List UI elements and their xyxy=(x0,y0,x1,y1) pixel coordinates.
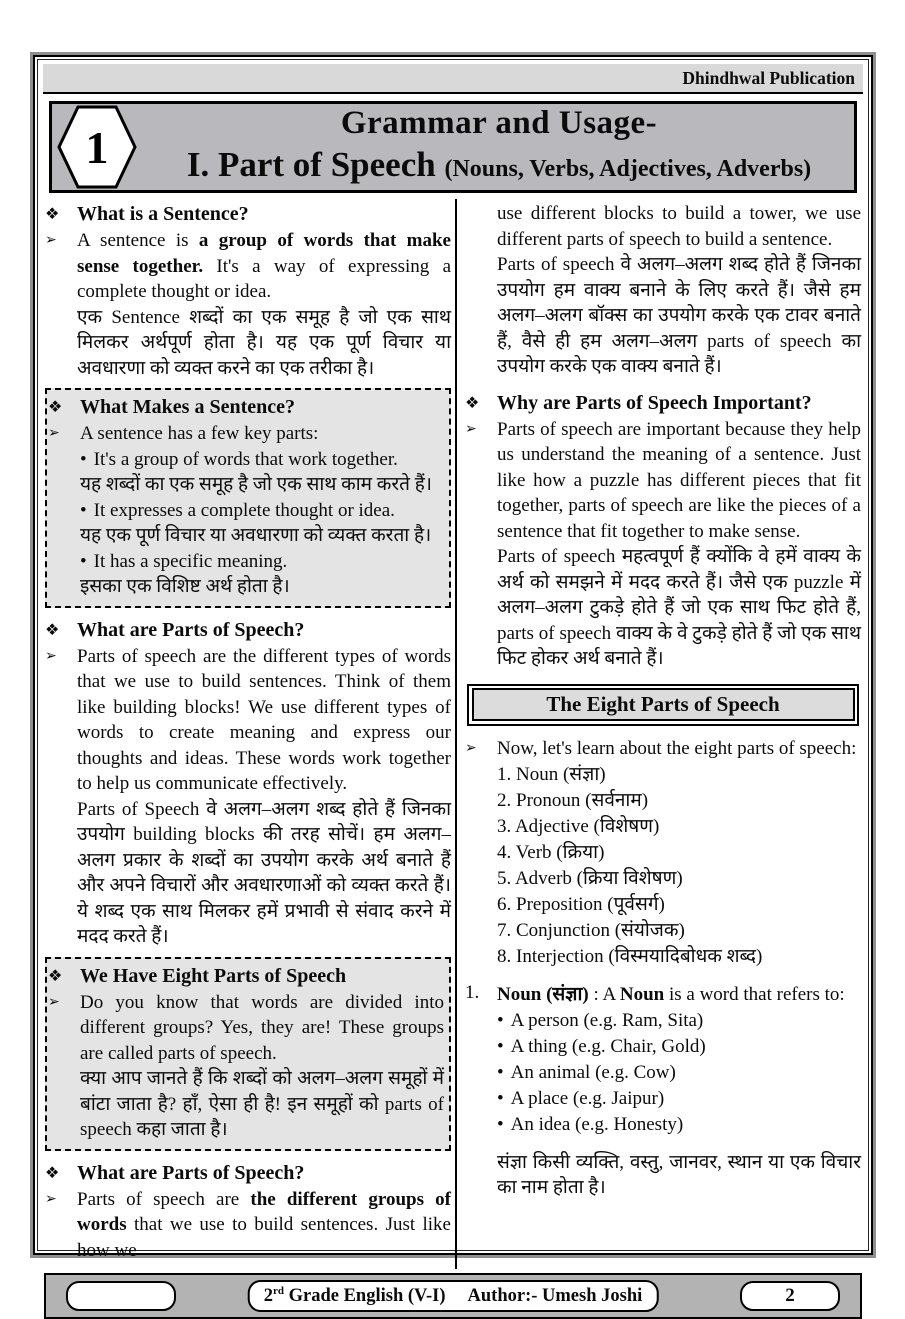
diamond-bullet-icon: ❖ xyxy=(45,619,60,639)
bullet-text xyxy=(497,1034,861,1060)
inner-frame xyxy=(37,59,869,1306)
paragraph-text xyxy=(77,228,451,305)
chapter-title-line1: Grammar and Usage- xyxy=(340,105,658,141)
section-heading: What Makes a Sentence? xyxy=(80,396,295,418)
text-run: that we use to build sentences. Just like how we xyxy=(77,1214,451,1261)
section-what-are-parts-of-speech-2 xyxy=(45,1160,451,1264)
dot-bullet-icon: • xyxy=(497,1035,504,1057)
section-heading: What are Parts of Speech? xyxy=(77,618,305,641)
list-intro xyxy=(465,736,861,762)
footer-page-number: 2 xyxy=(740,1281,840,1311)
bullet-item xyxy=(465,1008,861,1034)
gutter-spacer xyxy=(465,1086,497,1090)
list-item-text: 1. Noun (संज्ञा) xyxy=(497,763,606,785)
gutter-spacer xyxy=(465,201,497,205)
text-run-bold: Noun xyxy=(619,983,665,1005)
gutter-spacer xyxy=(48,523,80,527)
paragraph-text: क्या आप जानते हैं कि शब्दों को अलग–अलग समूहों में बांटा जाता है? हाँ, ऐसा ही है! इन समूहों को parts of speech कहा जाता है। xyxy=(80,1068,444,1140)
text-run: An idea (e.g. Honesty) xyxy=(510,1113,684,1135)
left-column xyxy=(43,199,457,1269)
bullet-text xyxy=(80,447,444,473)
author-label: Author:- Umesh Joshi xyxy=(467,1285,643,1306)
bullet-text xyxy=(497,1008,861,1034)
dot-bullet-icon: • xyxy=(497,1009,504,1031)
gutter-spacer xyxy=(465,762,497,766)
paragraph-text: संज्ञा किसी व्यक्ति, वस्तु, जानवर, स्थान या एक विचार का नाम होता है। xyxy=(497,1151,861,1198)
list-item-text: 5. Adverb (क्रिया विशेषण) xyxy=(497,867,683,889)
list-item-text: 2. Pronoun (सर्वनाम) xyxy=(497,789,649,811)
noun-lead-row xyxy=(465,982,861,1008)
dashed-box-what-makes-a-sentence xyxy=(45,388,451,608)
text-run: : A xyxy=(588,983,620,1005)
text-run: is a word that refers to: xyxy=(664,983,845,1005)
bullet-item-english xyxy=(48,549,444,575)
paragraph-text: Parts of speech महत्वपूर्ण हैं क्योंकि वे हमें वाक्य के अर्थ को समझने में मदद करते हैं। जैसे एक puzzle में अलग–अलग टुकड़े होते हैं जो एक साथ फिट होते हैं, parts of speech वाक्य के वे टुकड़े होते हैं जो एक साथ फिट होकर अर्थ बनाते हैं। xyxy=(497,546,861,669)
dot-bullet-icon: • xyxy=(80,550,87,572)
text-run: A place (e.g. Jaipur) xyxy=(510,1087,665,1109)
grade-rest: Grade English (V-I) xyxy=(283,1285,446,1306)
two-column-body xyxy=(43,197,863,1269)
paragraph-english xyxy=(465,417,861,545)
text-run: Parts of speech are xyxy=(77,1188,251,1210)
gutter-spacer xyxy=(48,549,80,553)
noun-lead-text xyxy=(497,982,861,1008)
chapter-title-main: I. Part of Speech xyxy=(186,145,436,184)
text-run: A sentence is xyxy=(77,230,199,251)
paragraph-hindi xyxy=(465,544,861,672)
text-run: A thing (e.g. Chair, Gold) xyxy=(510,1035,706,1057)
middle-frame xyxy=(33,55,873,1306)
bullet-text xyxy=(80,549,444,575)
gutter-spacer xyxy=(45,797,77,801)
arrow-bullet-icon: ➢ xyxy=(465,739,477,756)
bullet-item xyxy=(465,1034,861,1060)
bullet-item-english xyxy=(48,498,444,524)
list-item xyxy=(465,866,861,892)
paragraph-english xyxy=(48,421,444,447)
gutter-spacer xyxy=(48,472,80,476)
paragraph-text: Parts of speech are the different types of words that we use to build sentences. Think of them like building blocks! We use different types of words to create meaning and express our thoughts and ideas. These words work together to help us communicate effectively. xyxy=(77,645,451,794)
text-run-bold: Noun (संज्ञा) xyxy=(497,983,589,1005)
diamond-bullet-icon: ❖ xyxy=(45,1162,60,1182)
diamond-bullet-icon: ❖ xyxy=(48,397,63,416)
gutter-spacer xyxy=(465,1008,497,1012)
section-heading-row xyxy=(48,394,444,421)
diamond-bullet-icon: ❖ xyxy=(465,392,480,412)
bullet-item xyxy=(465,1060,861,1086)
arrow-bullet-icon: ➢ xyxy=(45,1190,57,1207)
section-heading: We Have Eight Parts of Speech xyxy=(80,964,347,987)
gutter-spacer xyxy=(465,1150,497,1154)
gutter-spacer xyxy=(465,814,497,818)
dot-bullet-icon: • xyxy=(497,1113,504,1135)
bullet-item-hindi xyxy=(48,523,444,549)
paragraph-text: Parts of Speech वे अलग–अलग शब्द होते हैं जिनका उपयोग building blocks की तरह सोचें। हम अलग–अलग प्रकार के शब्दों का उपयोग करके अर्थ बनाते हैं और अपने विचारों और अवधारणाओं को व्यक्त करते हैं। ये शब्द एक साथ मिलकर हमें प्रभावी से संवाद करने में मदद करते हैं। xyxy=(77,798,451,947)
gutter-spacer xyxy=(465,840,497,844)
section-what-is-a-sentence xyxy=(45,201,451,381)
dashed-box-we-have-eight-parts xyxy=(45,957,451,1151)
chapter-title xyxy=(52,104,854,190)
arrow-bullet-icon: ➢ xyxy=(465,420,477,437)
gutter-spacer xyxy=(45,305,77,309)
publisher-bar xyxy=(43,64,863,94)
list-item-text: 8. Interjection (विस्मयादिबोधक शब्द) xyxy=(497,945,763,967)
publisher-name: Dhindhwal Publication xyxy=(682,67,855,88)
section-heading-row xyxy=(48,963,444,990)
section-heading: What is a Sentence? xyxy=(77,203,249,225)
bullet-text xyxy=(497,1086,861,1112)
gutter-spacer xyxy=(48,447,80,451)
dot-bullet-icon: • xyxy=(80,499,87,521)
paragraph-hindi xyxy=(465,252,861,380)
paragraph-hindi xyxy=(45,305,451,382)
dot-bullet-icon: • xyxy=(497,1087,504,1109)
section-heading-row xyxy=(465,390,861,417)
paragraph-hindi xyxy=(45,797,451,950)
paragraph-hindi xyxy=(48,1066,444,1143)
grade-label xyxy=(264,1286,446,1307)
section-heading-row xyxy=(45,201,451,228)
section-continued-paragraph xyxy=(465,201,861,380)
paragraph-english xyxy=(45,1187,451,1264)
bullet-text xyxy=(497,1112,861,1138)
gutter-spacer xyxy=(465,944,497,948)
bullet-item-hindi xyxy=(48,574,444,600)
gutter-spacer xyxy=(465,1060,497,1064)
footer-left-blank-box xyxy=(66,1281,176,1311)
gutter-spacer xyxy=(465,1112,497,1116)
section-heading: What are Parts of Speech? xyxy=(77,1161,305,1184)
gutter-spacer xyxy=(465,544,497,548)
diamond-bullet-icon: ❖ xyxy=(48,965,63,985)
paragraph-text xyxy=(77,1187,451,1264)
chapter-title-line2 xyxy=(144,143,854,191)
list-item xyxy=(465,918,861,944)
list-item xyxy=(465,762,861,788)
gutter-spacer xyxy=(48,574,80,578)
bullet-item xyxy=(465,1112,861,1138)
arrow-bullet-icon: ➢ xyxy=(48,993,60,1010)
grade-number: 2 xyxy=(263,1285,273,1306)
gutter-spacer xyxy=(465,252,497,256)
bullet-item-hindi xyxy=(48,472,444,498)
arrow-bullet-icon: ➢ xyxy=(45,647,57,664)
paragraph-text: Parts of speech वे अलग–अलग शब्द होते हैं जिनका उपयोग हम वाक्य बनाने के लिए करते हैं। जैसे हम अलग–अलग बॉक्स का उपयोग करके एक टावर बनाते हैं, वैसे ही हम अलग–अलग parts of speech का उपयोग करके एक वाक्य बनाते हैं। xyxy=(497,254,861,377)
text-run-bold: the different groups of words xyxy=(77,1188,451,1235)
paragraph-text: Do you know that words are divided into different groups? Yes, they are! These groups are called parts of speech. xyxy=(80,991,444,1064)
paragraph-text: A sentence has a few key parts: xyxy=(80,423,319,444)
list-intro-text: Now, let's learn about the eight parts of speech: xyxy=(497,737,857,759)
arrow-bullet-icon: ➢ xyxy=(48,425,60,441)
gutter-spacer xyxy=(465,788,497,792)
bullet-item-english xyxy=(48,447,444,473)
diamond-bullet-icon: ❖ xyxy=(45,204,60,223)
gutter-spacer xyxy=(465,918,497,922)
paragraph-english xyxy=(48,990,444,1067)
eight-parts-list xyxy=(465,736,861,970)
paragraph-english xyxy=(45,644,451,797)
section-heading: Why are Parts of Speech Important? xyxy=(497,391,812,414)
right-column xyxy=(457,199,863,1269)
bullet-text xyxy=(80,498,444,524)
list-item-text: 4. Verb (क्रिया) xyxy=(497,841,605,863)
paragraph-text: Parts of speech are important because they help us understand the meaning of a sentence. Just like how a puzzle has different pieces that fit together, parts of speech are like the pieces of a sentence that fit together to make sense. xyxy=(497,418,861,542)
outer-frame xyxy=(30,52,876,1306)
chapter-banner xyxy=(49,101,857,193)
eight-parts-header-title: The Eight Parts of Speech xyxy=(472,688,855,721)
list-item xyxy=(465,814,861,840)
list-item-text: 6. Preposition (पूर्वसर्ग) xyxy=(497,893,665,915)
paragraph-text: use different blocks to build a tower, we use different parts of speech to build a sentence. xyxy=(497,203,861,250)
section-why-important xyxy=(465,390,861,672)
text-run: An animal (e.g. Cow) xyxy=(510,1061,676,1083)
section-noun-definition xyxy=(465,982,861,1201)
section-heading-row xyxy=(45,617,451,644)
chapter-title-sub: (Nouns, Verbs, Adjectives, Adverbs) xyxy=(444,156,812,182)
footer-book-info xyxy=(248,1280,659,1312)
gutter-spacer xyxy=(48,498,80,502)
section-heading-row xyxy=(45,1160,451,1187)
arrow-bullet-icon: ➢ xyxy=(45,232,57,248)
list-item xyxy=(465,892,861,918)
list-item xyxy=(465,788,861,814)
paragraph-english xyxy=(45,228,451,305)
text-run-bold: a group of words that make sense together. xyxy=(77,230,451,277)
dot-bullet-icon: • xyxy=(497,1061,504,1083)
bullet-item xyxy=(465,1086,861,1112)
gutter-spacer xyxy=(465,1034,497,1038)
list-item xyxy=(465,840,861,866)
paragraph-hindi xyxy=(465,1150,861,1201)
gutter-spacer xyxy=(465,866,497,870)
bullet-text: इसका एक विशिष्ट अर्थ होता है। xyxy=(80,576,290,597)
bullet-text: यह एक पूर्ण विचार या अवधारणा को व्यक्त करता है। xyxy=(80,525,432,546)
bullet-text: यह शब्दों का एक समूह है जो एक साथ काम करते हैं। xyxy=(80,474,432,495)
chapter-number-badge xyxy=(57,105,137,189)
list-item xyxy=(465,944,861,970)
list-item-text: 7. Conjunction (संयोजक) xyxy=(497,919,685,941)
grade-ordinal-suffix: rd xyxy=(272,1284,284,1297)
dot-bullet-icon: • xyxy=(80,448,87,470)
bullet-text xyxy=(497,1060,861,1086)
text-run: It's a way of expressing a complete thought or idea. xyxy=(77,255,452,302)
paragraph-text: एक Sentence शब्दों का एक समूह है जो एक साथ मिलकर अर्थपूर्ण होता है। यह एक पूर्ण विचार या अवधारणा को व्यक्त करने का एक तरीका है। xyxy=(77,306,451,379)
section-what-are-parts-of-speech xyxy=(45,617,451,950)
chapter-number: 1 xyxy=(85,121,109,173)
text-run: A person (e.g. Ram, Sita) xyxy=(510,1009,704,1031)
gutter-spacer xyxy=(465,892,497,896)
footer-bar xyxy=(44,1273,862,1319)
paragraph-english xyxy=(465,201,861,252)
gutter-spacer xyxy=(48,1066,80,1070)
text-run: It expresses a complete thought or idea. xyxy=(93,499,395,521)
text-run: It has a specific meaning. xyxy=(93,550,288,572)
item-number: 1. xyxy=(465,981,480,1003)
list-item-text: 3. Adjective (विशेषण) xyxy=(497,815,660,837)
eight-parts-header-box xyxy=(467,684,859,726)
text-run: It's a group of words that work together. xyxy=(93,448,398,470)
